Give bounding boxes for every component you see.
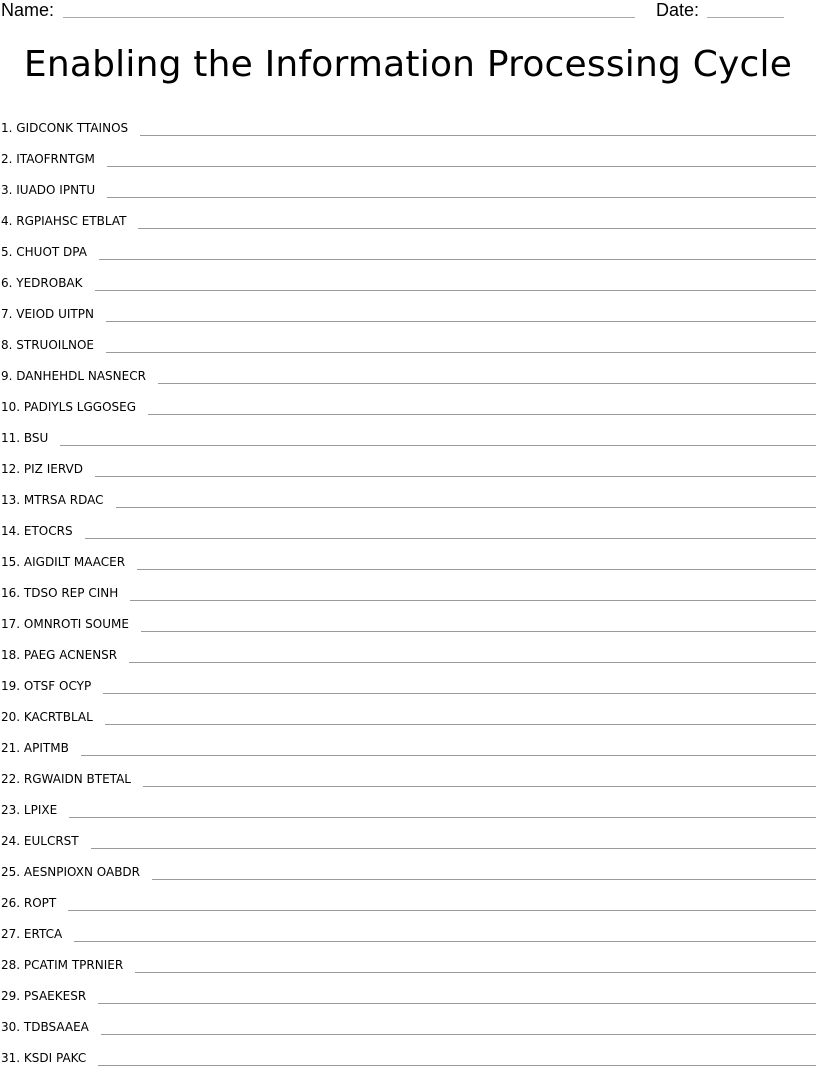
list-item [0, 105, 816, 136]
scrambled-word: 23. LPIXE [1, 803, 58, 817]
list-item [0, 415, 816, 446]
scrambled-word: 19. OTSF OCYP [1, 679, 92, 693]
scrambled-word: 31. KSDI PAKC [1, 1051, 87, 1065]
answer-line [152, 878, 816, 880]
list-item [0, 477, 816, 508]
scrambled-word: 29. PSAEKESR [1, 989, 87, 1003]
scrambled-word: 6. YEDROBAK [1, 276, 83, 290]
answer-line [107, 196, 816, 198]
list-item [0, 663, 816, 694]
list-item [0, 911, 816, 942]
answer-line [140, 134, 816, 136]
list-item [0, 973, 816, 1004]
list-item [0, 353, 816, 384]
answer-line [98, 1002, 816, 1004]
answer-line [135, 971, 816, 973]
list-item [0, 756, 816, 787]
answer-line [143, 785, 816, 787]
date-field-line [707, 17, 784, 18]
worksheet-header [0, 0, 816, 24]
list-item [0, 229, 816, 260]
scrambled-word: 4. RGPIAHSC ETBLAT [1, 214, 127, 228]
scrambled-word: 20. KACRTBLAL [1, 710, 93, 724]
list-item [0, 942, 816, 973]
answer-line [105, 723, 816, 725]
answer-line [99, 258, 816, 260]
list-item [0, 880, 816, 911]
scrambled-word: 25. AESNPIOXN OABDR [1, 865, 141, 879]
scrambled-word: 18. PAEG ACNENSR [1, 648, 118, 662]
scrambled-word: 12. PIZ IERVD [1, 462, 83, 476]
scrambled-word: 26. ROPT [1, 896, 57, 910]
scrambled-word: 1. GIDCONK TTAINOS [1, 121, 129, 135]
scrambled-word: 7. VEIOD UITPN [1, 307, 94, 321]
answer-line [74, 940, 816, 942]
answer-line [95, 289, 816, 291]
list-item [0, 632, 816, 663]
answer-line [91, 847, 816, 849]
scrambled-word: 15. AIGDILT MAACER [1, 555, 126, 569]
scrambled-word: 8. STRUOILNOE [1, 338, 95, 352]
name-field-line [63, 17, 635, 18]
answer-line [81, 754, 816, 756]
answer-line [85, 537, 816, 539]
answer-line [69, 816, 816, 818]
scrambled-word: 27. ERTCA [1, 927, 63, 941]
answer-line [138, 227, 816, 229]
list-item [0, 446, 816, 477]
scrambled-word: 17. OMNROTI SOUME [1, 617, 129, 631]
list-item [0, 570, 816, 601]
scrambled-word: 9. DANHEHDL NASNECR [1, 369, 146, 383]
scrambled-word: 22. RGWAIDN BTETAL [1, 772, 131, 786]
scrambled-word: 30. TDBSAAEA [1, 1020, 89, 1034]
scrambled-word-list [0, 105, 816, 1066]
list-item [0, 322, 816, 353]
scrambled-word: 3. IUADO IPNTU [1, 183, 96, 197]
list-item [0, 1004, 816, 1035]
answer-line [107, 165, 816, 167]
scrambled-word: 21. APITMB [1, 741, 69, 755]
scrambled-word: 5. CHUOT DPA [1, 245, 87, 259]
date-label: Date: [656, 0, 700, 20]
scrambled-word: 28. PCATIM TPRNIER [1, 958, 124, 972]
list-item [0, 1035, 816, 1066]
scrambled-word: 13. MTRSA RDAC [1, 493, 104, 507]
answer-line [116, 506, 816, 508]
answer-line [129, 661, 816, 663]
list-item [0, 725, 816, 756]
scrambled-word: 14. ETOCRS [1, 524, 73, 538]
list-item [0, 694, 816, 725]
list-item [0, 291, 816, 322]
list-item [0, 508, 816, 539]
answer-line [137, 568, 816, 570]
answer-line [95, 475, 816, 477]
answer-line [68, 909, 816, 911]
answer-line [60, 444, 816, 446]
scrambled-word: 16. TDSO REP CINH [1, 586, 119, 600]
list-item [0, 539, 816, 570]
scrambled-word: 11. BSU [1, 431, 49, 445]
list-item [0, 167, 816, 198]
answer-line [141, 630, 816, 632]
list-item [0, 136, 816, 167]
answer-line [148, 413, 816, 415]
worksheet-title: Enabling the Information Processing Cycle [23, 44, 793, 85]
scrambled-word: 24. EULCRST [1, 834, 79, 848]
answer-line [106, 320, 816, 322]
list-item [0, 849, 816, 880]
scrambled-word: 10. PADIYLS LGGOSEG [1, 400, 137, 414]
name-label: Name: [1, 0, 55, 20]
scrambled-word: 2. ITAOFRNTGM [1, 152, 95, 166]
answer-line [106, 351, 816, 353]
list-item [0, 787, 816, 818]
list-item [0, 818, 816, 849]
list-item [0, 260, 816, 291]
answer-line [158, 382, 816, 384]
list-item [0, 384, 816, 415]
list-item [0, 601, 816, 632]
answer-line [130, 599, 816, 601]
list-item [0, 198, 816, 229]
answer-line [103, 692, 816, 694]
answer-line [101, 1033, 816, 1035]
